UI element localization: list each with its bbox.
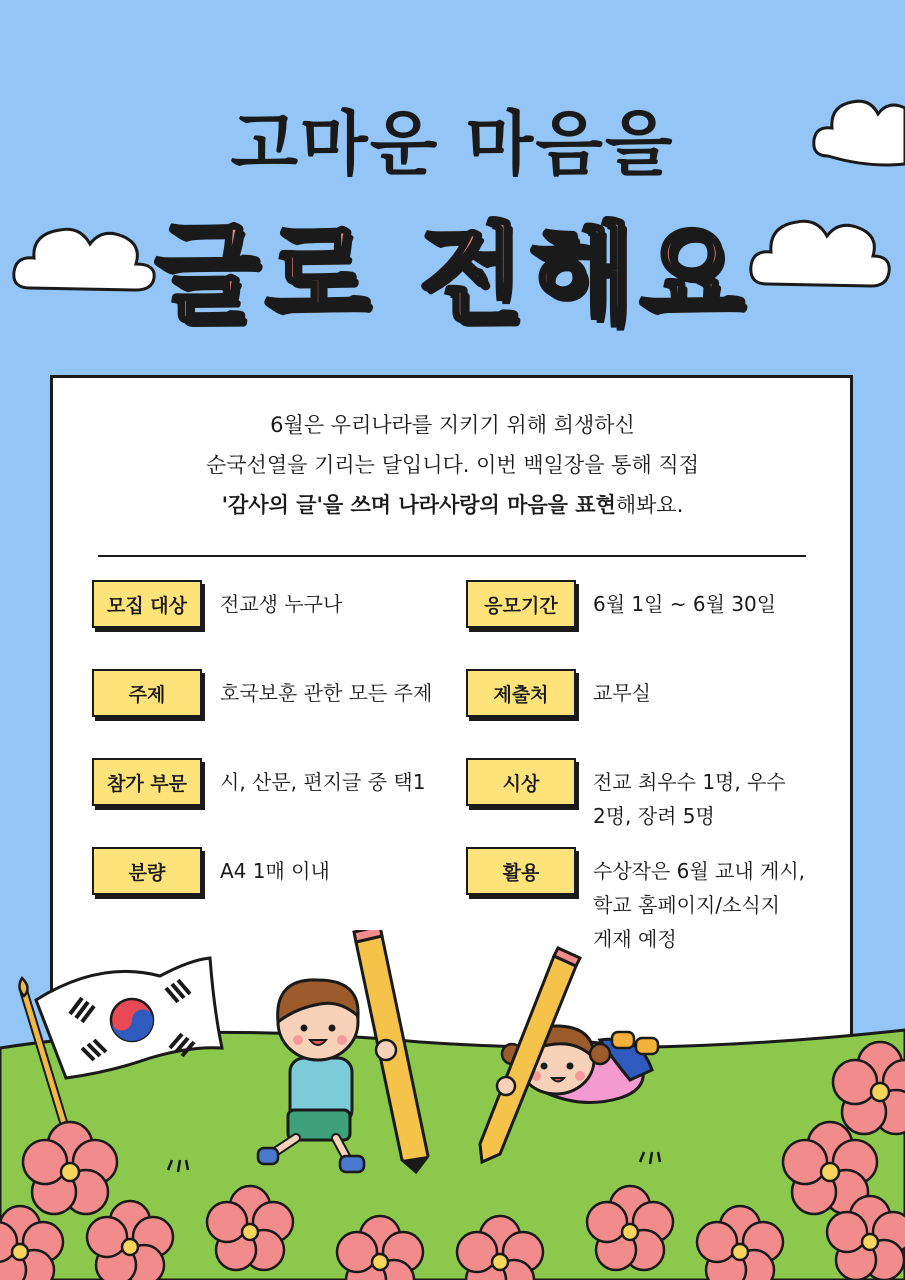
intro-line: [100, 485, 805, 525]
tag-topic: 주제: [92, 669, 202, 717]
title-line-1: 고마운 마음을: [230, 103, 675, 185]
value-submit: 교무실: [593, 681, 651, 705]
bottom-illustration: [0, 930, 905, 1280]
tag-award: 시상: [466, 758, 576, 806]
tag-submit: 제출처: [466, 669, 576, 717]
intro-line: 6월은 우리나라를 지키기 위해 희생하신: [270, 413, 635, 437]
value-award-line: 2명, 장려 5명: [593, 804, 715, 828]
intro-emphasis: '감사의 글'을 쓰며 나라사랑의 마음을 표현: [221, 493, 616, 517]
tag-period: 응모기간: [466, 580, 576, 628]
value-usage-line: 학교 홈페이지/소식지: [593, 893, 780, 917]
value-usage-line: 수상작은 6월 교내 게시,: [593, 859, 806, 883]
value-target: 전교생 누구나: [220, 592, 343, 616]
intro-line: 순국선열을 기리는 달입니다. 이번 백일장을 통해 직접: [205, 453, 700, 477]
value-topic: 호국보훈 관한 모든 주제: [220, 681, 433, 705]
value-award: [593, 765, 786, 833]
title-line-2: 글로 전해요: [154, 213, 751, 338]
tag-usage: 활용: [466, 847, 576, 895]
value-award-line: 전교 최우수 1명, 우수: [593, 770, 786, 794]
value-length: A4 1매 이내: [220, 859, 330, 883]
value-period: 6월 1일 ~ 6월 30일: [593, 592, 777, 616]
divider: [98, 555, 806, 557]
tag-length: 분량: [92, 847, 202, 895]
tag-target: 모집 대상: [92, 580, 202, 628]
value-usage-line: 게재 예정: [593, 927, 677, 951]
tag-category: 참가 부문: [92, 758, 202, 806]
intro-line-end: 해봐요.: [615, 493, 684, 517]
value-category: 시, 산문, 편지글 중 택1: [220, 770, 426, 794]
intro-text: [100, 405, 805, 525]
